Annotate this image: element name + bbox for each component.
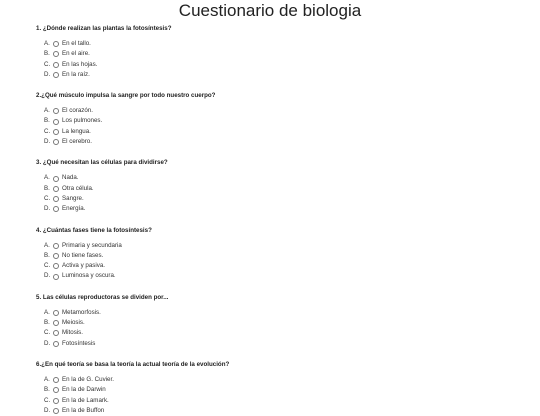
option-letter: B. [44,117,50,125]
option-letter: A. [44,241,50,249]
option-row[interactable] [44,137,516,147]
option-letter: D. [44,406,51,414]
radio-button[interactable] [53,243,59,249]
option-row[interactable] [44,261,516,271]
option-text: El corazón. [62,107,93,115]
option-text: Metamorfosis. [62,308,101,316]
question-text: 3. ¿Qué necesitan las células para dividirse? [36,159,168,167]
radio-button[interactable] [53,408,59,414]
option-row[interactable] [44,127,516,137]
option-text: Sangre. [62,194,84,202]
option-row[interactable] [44,204,516,214]
page-title: Cuestionario de biologia [178,1,362,20]
question-text: 2.¿Qué músculo impulsa la sangre por todo nuestro cuerpo? [36,92,216,100]
option-text: Fotosíntesis [62,339,96,347]
option-text: La lengua. [62,127,91,135]
radio-button[interactable] [53,51,59,57]
option-letter: D. [44,70,51,78]
question-block [36,360,516,416]
option-letter: A. [44,174,50,182]
option-text: Activa y pasiva. [62,262,105,270]
option-text: Primaria y secundaria [62,241,122,249]
option-letter: B. [44,386,50,394]
radio-button[interactable] [53,72,59,78]
options-list [36,173,516,214]
option-row[interactable] [44,49,516,59]
question-block [36,24,516,80]
radio-button[interactable] [53,274,59,280]
option-text: En la de Lamark. [62,396,109,404]
radio-button[interactable] [53,377,59,383]
radio-button[interactable] [53,206,59,212]
radio-button[interactable] [53,387,59,393]
option-letter: D. [44,339,51,347]
option-letter: C. [44,329,51,337]
question-block [36,293,516,349]
option-row[interactable] [44,251,516,261]
radio-button[interactable] [53,139,59,145]
option-text: En la raíz. [62,70,90,78]
option-row[interactable] [44,116,516,126]
radio-button[interactable] [53,330,59,336]
option-letter: A. [44,40,50,47]
option-letter: C. [44,262,51,270]
option-letter: C. [44,194,51,202]
radio-button[interactable] [53,263,59,269]
option-text: En el tallo. [62,40,91,47]
option-row[interactable] [44,375,516,385]
option-row[interactable] [44,70,516,80]
options-list [36,308,516,349]
radio-button[interactable] [53,62,59,68]
option-letter: A. [44,375,50,383]
option-text: En la de Darwin [62,386,106,394]
option-row[interactable] [44,60,516,70]
radio-button[interactable] [53,176,59,182]
option-text: Otra célula. [62,184,94,192]
option-row[interactable] [44,328,516,338]
radio-button[interactable] [53,398,59,404]
option-letter: D. [44,205,51,213]
question-block [36,91,516,147]
question-text: 5. Las células reproductoras se dividen por... [36,293,169,301]
options-list [36,241,516,282]
radio-button[interactable] [53,320,59,326]
option-text: En la de G. Cuvier. [62,375,114,383]
options-list [36,106,516,147]
radio-button[interactable] [53,186,59,192]
option-row[interactable] [44,385,516,395]
option-text: En la de Buffon [62,406,105,414]
option-letter: B. [44,319,50,327]
option-row[interactable] [44,339,516,349]
radio-button[interactable] [53,108,59,114]
radio-button[interactable] [53,196,59,202]
option-row[interactable] [44,406,516,416]
option-row[interactable] [44,173,516,183]
question-block [36,226,516,282]
option-text: Energía. [62,205,86,213]
option-letter: B. [44,251,50,259]
option-text: En el aire. [62,50,90,58]
radio-button[interactable] [53,341,59,347]
option-row[interactable] [44,318,516,328]
option-letter: C. [44,60,51,68]
radio-button[interactable] [53,310,59,316]
radio-button[interactable] [53,119,59,125]
option-row[interactable] [44,184,516,194]
option-row[interactable] [44,241,516,251]
option-letter: B. [44,184,50,192]
option-row[interactable] [44,271,516,281]
option-letter: A. [44,107,50,115]
option-row[interactable] [44,194,516,204]
question-text: 1. ¿Dónde realizan las plantas la fotosíntesis? [36,25,172,32]
option-letter: D. [44,138,51,146]
option-row[interactable] [44,106,516,116]
radio-button[interactable] [53,129,59,135]
option-row[interactable] [44,39,516,49]
question-text: 6.¿En qué teoría se basa la teoría la actual teoría de la evolución? [36,360,230,368]
option-text: Nada. [62,174,79,182]
option-text: Luminosa y oscura. [62,272,116,280]
option-text: Mitosis. [62,329,83,337]
option-text: En las hojas. [62,60,98,68]
option-text: El cerebro. [62,138,92,146]
radio-button[interactable] [53,41,59,47]
options-list [36,375,516,416]
option-letter: D. [44,272,51,280]
option-text: Meiosis. [62,319,85,327]
option-row[interactable] [44,396,516,406]
option-letter: A. [44,308,50,316]
option-text: Los pulmones. [62,117,103,125]
option-letter: C. [44,396,51,404]
question-text: 4. ¿Cuántas fases tiene la fotosíntesis? [36,226,152,234]
option-letter: C. [44,127,51,135]
options-list [36,39,516,80]
option-text: No tiene fases. [62,251,104,259]
option-letter: B. [44,50,50,58]
question-block [36,158,516,214]
radio-button[interactable] [53,253,59,259]
option-row[interactable] [44,308,516,318]
question-list [36,24,516,416]
